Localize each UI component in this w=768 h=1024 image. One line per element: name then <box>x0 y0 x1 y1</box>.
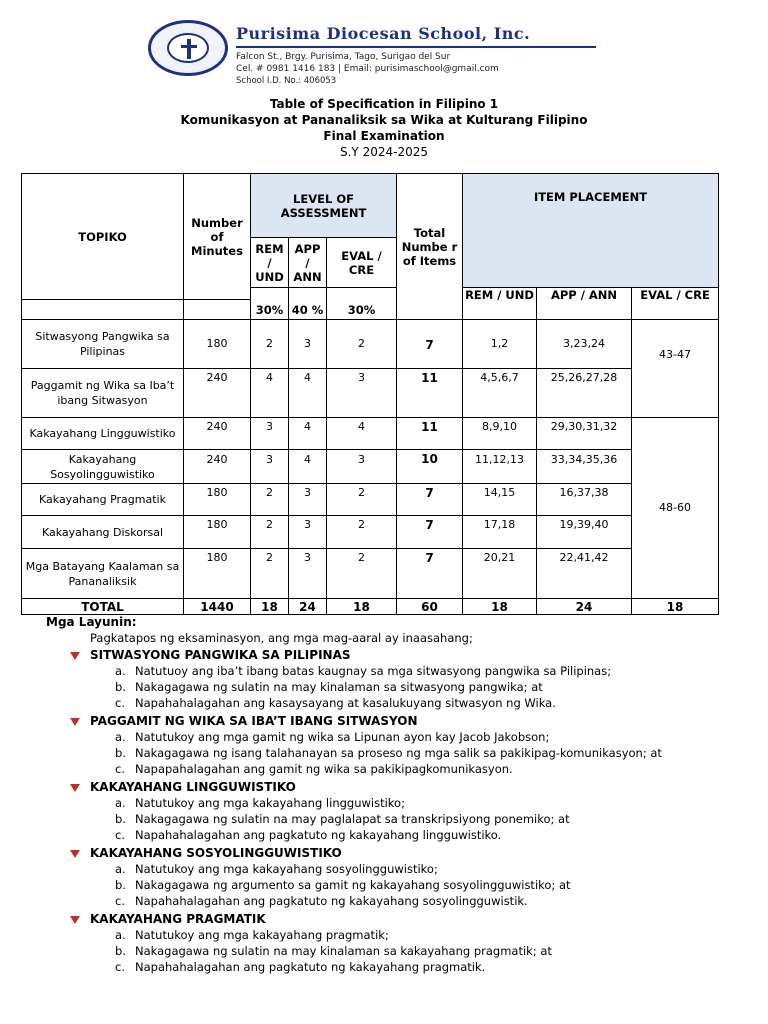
row-minutes: 180 <box>184 516 251 549</box>
list-item <box>46 795 746 811</box>
item-text: Natutuoy ang iba’t ibang batas kaugnay sa mga sitwasyong pangwika sa Pilipinas; <box>135 664 612 678</box>
total-rem: 18 <box>251 599 289 615</box>
pct-eval: 30% <box>327 288 397 320</box>
row-topic: Sitwasyong Pangwika sa Pilipinas <box>22 320 184 369</box>
objective-section <box>46 778 746 843</box>
arrow-bullet-icon <box>70 718 80 726</box>
row-placement-rem: 4,5,6,7 <box>463 369 537 418</box>
total-items: 60 <box>397 599 463 615</box>
item-text: Nakagagawa ng sulatin na may kinalaman sa sitwasyong pangwika; at <box>135 680 543 694</box>
header-placement-rem: REM / UND <box>463 288 537 320</box>
objective-section <box>46 646 746 711</box>
eval-placement-group-2: 48-60 <box>632 418 719 599</box>
row-rem: 3 <box>251 450 289 484</box>
section-title: KAKAYAHANG LINGGUWISTIKO <box>90 779 296 794</box>
total-label: TOTAL <box>22 599 184 615</box>
item-text: Nakagagawa ng argumento sa gamit ng kakayahang sosyolingguwistiko; at <box>135 878 571 892</box>
item-letter: c. <box>115 960 125 974</box>
header-level: LEVEL OF ASSESSMENT <box>251 174 397 238</box>
item-letter: b. <box>115 944 126 958</box>
row-minutes: 180 <box>184 549 251 599</box>
row-topic: Mga Batayang Kaalaman sa Pananaliksik <box>22 549 184 599</box>
school-seal-icon <box>148 20 228 76</box>
list-item <box>46 877 746 893</box>
row-eval: 2 <box>327 549 397 599</box>
table-row <box>22 516 719 549</box>
item-text: Natutukoy ang mga kakayahang sosyolingguwistiko; <box>135 862 438 876</box>
row-total: 11 <box>397 369 463 418</box>
school-address: Falcon St., Brgy. Purisima, Tago, Surigao del Sur <box>236 52 451 62</box>
row-placement-app: 22,41,42 <box>537 549 632 599</box>
title-line-3: Final Examination <box>323 129 445 143</box>
item-letter: a. <box>115 796 126 810</box>
objective-section <box>46 910 746 975</box>
table-row <box>22 320 719 369</box>
item-text: Napahahalagahan ang pagkatuto ng kakayahang lingguwistiko. <box>135 828 502 842</box>
row-total: 7 <box>397 549 463 599</box>
item-letter: a. <box>115 730 126 744</box>
item-letter: b. <box>115 878 126 892</box>
list-item <box>46 761 746 777</box>
row-rem: 2 <box>251 320 289 369</box>
item-letter: b. <box>115 812 126 826</box>
item-text: Natutukoy ang mga gamit ng wika sa Lipunan ayon kay Jacob Jakobson; <box>135 730 550 744</box>
item-letter: a. <box>115 928 126 942</box>
header-topiko: TOPIKO <box>22 174 184 300</box>
objectives <box>46 615 746 975</box>
row-total: 7 <box>397 516 463 549</box>
school-name: Purisima Diocesan School, Inc. <box>236 24 531 43</box>
row-rem: 2 <box>251 484 289 516</box>
row-minutes: 180 <box>184 320 251 369</box>
row-total: 7 <box>397 484 463 516</box>
item-letter: c. <box>115 894 125 908</box>
total-placement-eval: 18 <box>632 599 719 615</box>
section-title: PAGGAMIT NG WIKA SA IBA’T IBANG SITWASYON <box>90 713 418 728</box>
row-eval: 2 <box>327 320 397 369</box>
row-placement-app: 19,39,40 <box>537 516 632 549</box>
list-item <box>46 827 746 843</box>
row-placement-rem: 8,9,10 <box>463 418 537 450</box>
row-placement-app: 33,34,35,36 <box>537 450 632 484</box>
row-app: 4 <box>289 369 327 418</box>
item-text: Napahahalagahan ang kasaysayang at kasalukuyang sitwasyon ng Wika. <box>135 696 556 710</box>
row-placement-app: 29,30,31,32 <box>537 418 632 450</box>
row-topic: Kakayahang Pragmatik <box>22 484 184 516</box>
objective-section <box>46 712 746 777</box>
document-titles <box>0 96 768 160</box>
letterhead <box>148 14 628 86</box>
row-placement-rem: 11,12,13 <box>463 450 537 484</box>
row-topic: Kakayahang Diskorsal <box>22 516 184 549</box>
arrow-bullet-icon <box>70 784 80 792</box>
pct-rem: 30% <box>251 288 289 320</box>
row-minutes: 240 <box>184 450 251 484</box>
row-eval: 4 <box>327 418 397 450</box>
row-placement-rem: 20,21 <box>463 549 537 599</box>
row-placement-app: 3,23,24 <box>537 320 632 369</box>
total-placement-app: 24 <box>537 599 632 615</box>
row-topic: Kakayahang Lingguwistiko <box>22 418 184 450</box>
list-item <box>46 745 746 761</box>
table-row <box>22 484 719 516</box>
section-title: KAKAYAHANG PRAGMATIK <box>90 911 266 926</box>
row-placement-rem: 1,2 <box>463 320 537 369</box>
list-item <box>46 679 746 695</box>
row-app: 3 <box>289 320 327 369</box>
row-rem: 2 <box>251 516 289 549</box>
table-row <box>22 450 719 484</box>
header-rem: REM / UND <box>251 238 289 288</box>
row-placement-app: 25,26,27,28 <box>537 369 632 418</box>
table-row <box>22 549 719 599</box>
item-letter: b. <box>115 680 126 694</box>
row-total: 10 <box>397 450 463 484</box>
item-text: Napahahalagahan ang pagkatuto ng kakayahang pragmatik. <box>135 960 486 974</box>
item-text: Nakagagawa ng sulatin na may paglalapat sa transkripsiyong ponemiko; at <box>135 812 570 826</box>
eval-placement-group-1: 43-47 <box>632 320 719 418</box>
row-minutes: 240 <box>184 369 251 418</box>
arrow-bullet-icon <box>70 850 80 858</box>
row-minutes: 180 <box>184 484 251 516</box>
row-app: 3 <box>289 484 327 516</box>
header-placement-eval: EVAL / CRE <box>632 288 719 320</box>
list-item <box>46 861 746 877</box>
total-row <box>22 599 719 615</box>
total-placement-rem: 18 <box>463 599 537 615</box>
row-app: 4 <box>289 418 327 450</box>
item-letter: c. <box>115 828 125 842</box>
header-app: APP / ANN <box>289 238 327 288</box>
row-total: 11 <box>397 418 463 450</box>
row-topic: Kakayahang Sosyolingguwistiko <box>22 450 184 484</box>
item-letter: b. <box>115 746 126 760</box>
list-item <box>46 811 746 827</box>
row-app: 4 <box>289 450 327 484</box>
total-minutes: 1440 <box>184 599 251 615</box>
objective-section <box>46 844 746 909</box>
pct-app: 40 % <box>289 288 327 320</box>
row-topic: Paggamit ng Wika sa Iba’t ibang Sitwasyon <box>22 369 184 418</box>
list-item <box>46 959 746 975</box>
arrow-bullet-icon <box>70 916 80 924</box>
section-title: KAKAYAHANG SOSYOLINGGUWISTIKO <box>90 845 342 860</box>
list-item <box>46 695 746 711</box>
list-item <box>46 729 746 745</box>
row-rem: 4 <box>251 369 289 418</box>
row-app: 3 <box>289 516 327 549</box>
item-text: Napapahalagahan ang gamit ng wika sa pakikipagkomunikasyon. <box>135 762 513 776</box>
row-eval: 3 <box>327 369 397 418</box>
row-minutes: 240 <box>184 418 251 450</box>
arrow-bullet-icon <box>70 652 80 660</box>
school-contact: Cel. # 0981 1416 183 | Email: purisimaschool@gmail.com <box>236 64 499 74</box>
objectives-heading: Mga Layunin: <box>46 615 137 629</box>
table-row <box>22 369 719 418</box>
row-eval: 3 <box>327 450 397 484</box>
list-item <box>46 893 746 909</box>
header-placement-app: APP / ANN <box>537 288 632 320</box>
objectives-intro: Pagkatapos ng eksaminasyon, ang mga mag-aaral ay inaasahang; <box>90 631 473 645</box>
item-text: Natutukoy ang mga kakayahang lingguwistiko; <box>135 796 405 810</box>
list-item <box>46 927 746 943</box>
school-year: S.Y 2024-2025 <box>340 145 428 159</box>
row-placement-app: 16,37,38 <box>537 484 632 516</box>
row-rem: 2 <box>251 549 289 599</box>
header-divider <box>236 46 596 48</box>
specification-table <box>21 173 719 615</box>
item-letter: a. <box>115 862 126 876</box>
header-placement: ITEM PLACEMENT <box>463 174 719 288</box>
row-eval: 2 <box>327 516 397 549</box>
item-text: Nakagagawa ng isang talahanayan sa proseso ng mga salik sa pakikipag-komunikasyon; at <box>135 746 662 760</box>
row-total: 7 <box>397 320 463 369</box>
title-line-2: Komunikasyon at Pananaliksik sa Wika at Kulturang Filipino <box>180 113 588 127</box>
total-eval: 18 <box>327 599 397 615</box>
item-letter: c. <box>115 696 125 710</box>
row-rem: 3 <box>251 418 289 450</box>
item-text: Napahahalagahan ang pagkatuto ng kakayahang sosyolingguwistik. <box>135 894 528 908</box>
row-eval: 2 <box>327 484 397 516</box>
school-id: School I.D. No.: 406053 <box>236 76 337 86</box>
list-item <box>46 943 746 959</box>
row-app: 3 <box>289 549 327 599</box>
title-line-1: Table of Specification in Filipino 1 <box>269 97 499 111</box>
item-text: Nakagagawa ng sulatin na may kinalaman sa kakayahang pragmatik; at <box>135 944 552 958</box>
row-placement-rem: 14,15 <box>463 484 537 516</box>
header-eval: EVAL / CRE <box>327 238 397 288</box>
item-letter: a. <box>115 664 126 678</box>
row-placement-rem: 17,18 <box>463 516 537 549</box>
header-minutes: Number of Minutes <box>184 174 251 300</box>
item-letter: c. <box>115 762 125 776</box>
item-text: Natutukoy ang mga kakayahang pragmatik; <box>135 928 389 942</box>
total-app: 24 <box>289 599 327 615</box>
header-total: Total Numbe r of Items <box>397 174 463 320</box>
list-item <box>46 663 746 679</box>
table-row <box>22 418 719 450</box>
section-title: SITWASYONG PANGWIKA SA PILIPINAS <box>90 647 351 662</box>
